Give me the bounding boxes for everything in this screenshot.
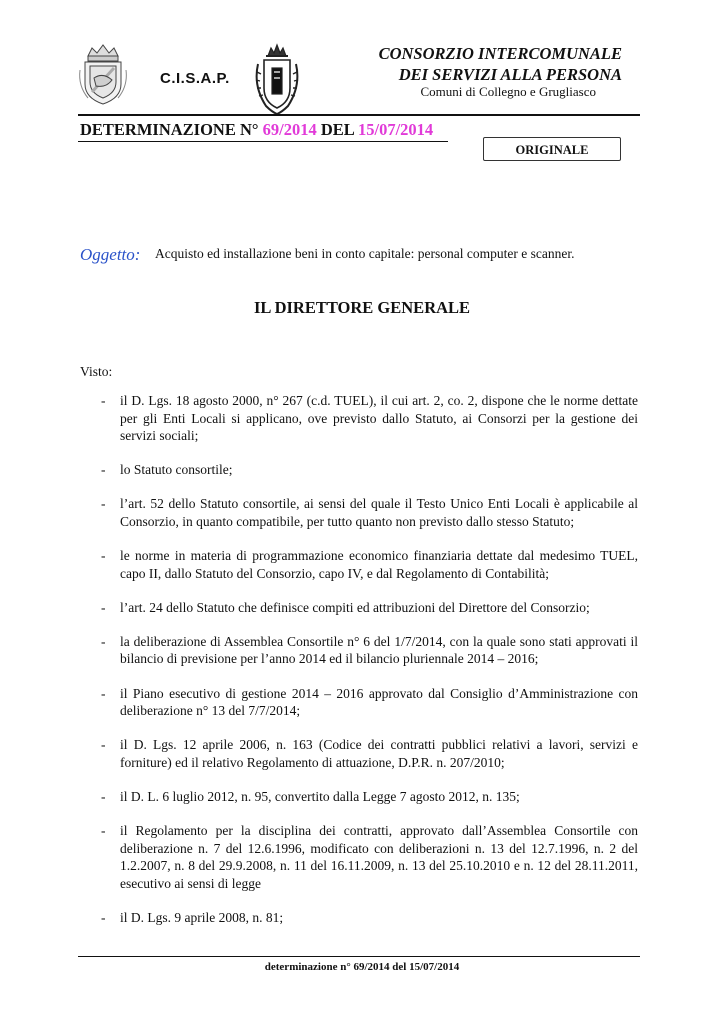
list-item-text: il Piano esecutivo di gestione 2014 – 2016 approvato dal Consiglio d’Amministrazione con deliberazione n° 13 del 7/7/2014; (120, 685, 638, 719)
list-item-text: il D. L. 6 luglio 2012, n. 95, convertito dalla Legge 7 agosto 2012, n. 135; (120, 788, 520, 804)
list-item-text: il D. Lgs. 12 aprile 2006, n. 163 (Codice dei contratti pubblici relativi a lavori, servizi e forniture) ed il relativo Regolamento di attuazione, D.P.R. n. 207/2010; (120, 737, 638, 770)
list-item: - il Regolamento per la disciplina dei contratti, approvato dall’Assemblea Consortile con deliberazione n. 7 del 12.6.1996, modificato con deliberazioni n. 13 del 12.7.1996, n. 2 del 1.2.2007, n. 8 del 29.9.2008, n. 11 del 16.11.2009, n. 13 del 25.10.2010 e n. 12 del 28.11.2011, esecutivo ai sensi di legge (101, 823, 638, 891)
list-item-text: l’art. 24 dello Statuto che definisce compiti ed attribuzioni del Direttore del Consorzio; (120, 599, 590, 615)
list-item: - le norme in materia di programmazione economico finanziaria dettate dal medesimo TUEL, capo II, dallo Statuto del Consorzio, capo IV, e dal Regolamento di Contabilità; (101, 548, 638, 581)
list-item: - lo Statuto consortile; (101, 462, 233, 478)
list-item-text: le norme in materia di programmazione economico finanziaria dettate dal medesimo TUEL, capo II, dallo Statuto del Consorzio, capo IV, e dal Regolamento di Contabilità; (120, 548, 638, 581)
list-item-text: il Regolamento per la disciplina dei contratti, approvato dall’Assemblea Consortile con deliberazione n. 7 del 12.6.1996, modificato con deliberazioni n. 13 del 12.7.1996, n. 2 del 1.2.2007, n. 8 del 29.9.2008, n. 11 del 16.11.2009, n. 13 del 25.10.2010 e n. 12 del 28.11.2011, esecutivo ai sensi di legge (120, 823, 638, 891)
footer-divider (78, 956, 640, 957)
list-item: - l’art. 24 dello Statuto che definisce compiti ed attribuzioni del Direttore del Consorzio; (101, 599, 590, 615)
list-item-text: l’art. 52 dello Statuto consortile, ai sensi del quale il Testo Unico Enti Locali è applicabile al Consorzio, in quanto compatibile, per tutto quanto non previsto dallo stesso Statuto; (120, 496, 638, 529)
list-item-text: lo Statuto consortile; (120, 462, 233, 478)
list-item-text: il D. Lgs. 9 aprile 2008, n. 81; (120, 909, 284, 925)
consortium-name-line2: DEI SERVIZI ALLA PERSONA (398, 65, 622, 84)
title-underline (78, 141, 448, 142)
determination-del: DEL (320, 120, 354, 139)
list-item-text: la deliberazione di Assemblea Consortile n° 6 del 1/7/2014, con la quale sono stati approvati il bilancio di previsione per l’anno 2014 ed il bilancio pluriennale 2014 – 2016; (120, 633, 638, 667)
subject-text: Acquisto ed installazione beni in conto capitale: personal computer e scanner. (155, 246, 575, 261)
list-item: - l’art. 52 dello Statuto consortile, ai sensi del quale il Testo Unico Enti Locali è applicabile al Consorzio, in quanto compatibile, per tutto quanto non previsto dallo stesso Statuto; (101, 496, 638, 529)
consortium-name-line1: CONSORZIO INTERCOMUNALE (378, 44, 622, 63)
collegno-crest-icon (76, 42, 130, 106)
list-item: - il Piano esecutivo di gestione 2014 – 2016 approvato dal Consiglio d’Amministrazione con deliberazione n° 13 del 7/7/2014; (101, 685, 638, 719)
determination-number: 69/2014 (262, 120, 317, 139)
list-item-text: il D. Lgs. 18 agosto 2000, n° 267 (c.d. TUEL), il cui art. 2, co. 2, dispone che le norme dettate per gli Enti Locali si applicano, ove previsto dallo Statuto, ai Consorzi per la gestione dei servizi sociali; (120, 393, 638, 444)
section-heading: IL DIRETTORE GENERALE (253, 298, 471, 317)
grugliasco-crest-icon (252, 42, 302, 116)
list-item: - la deliberazione di Assemblea Consortile n° 6 del 1/7/2014, con la quale sono stati approvati il bilancio di previsione per l’anno 2014 ed il bilancio pluriennale 2014 – 2016; (101, 633, 638, 667)
visto-label: Visto: (80, 364, 113, 379)
considerations-list (80, 392, 638, 943)
list-item: - il D. Lgs. 18 agosto 2000, n° 267 (c.d. TUEL), il cui art. 2, co. 2, dispone che le norme dettate per gli Enti Locali si applicano, ove previsto dallo Statuto, ai Consorzi per la gestione dei servizi sociali; (101, 393, 638, 444)
list-item: - il D. L. 6 luglio 2012, n. 95, convertito dalla Legge 7 agosto 2012, n. 135; (101, 788, 520, 804)
header-divider (78, 114, 640, 116)
list-item: - il D. Lgs. 12 aprile 2006, n. 163 (Codice dei contratti pubblici relativi a lavori, servizi e forniture) ed il relativo Regolamento di attuazione, D.P.R. n. 207/2010; (101, 737, 638, 770)
determination-date: 15/07/2014 (358, 120, 434, 139)
originale-badge: ORIGINALE (483, 137, 621, 161)
municipalities-subtitle: Comuni di Collegno e Grugliasco (420, 84, 596, 99)
page-footer: determinazione n° 69/2014 del 15/07/2014 (264, 961, 460, 973)
subject-label: Oggetto: (80, 245, 141, 264)
determination-title (80, 120, 433, 140)
cisap-acronym: C.I.S.A.P. (160, 70, 230, 87)
determination-prefix: DETERMINAZIONE N° (80, 120, 259, 139)
list-item: - il D. Lgs. 9 aprile 2008, n. 81; (101, 909, 284, 925)
